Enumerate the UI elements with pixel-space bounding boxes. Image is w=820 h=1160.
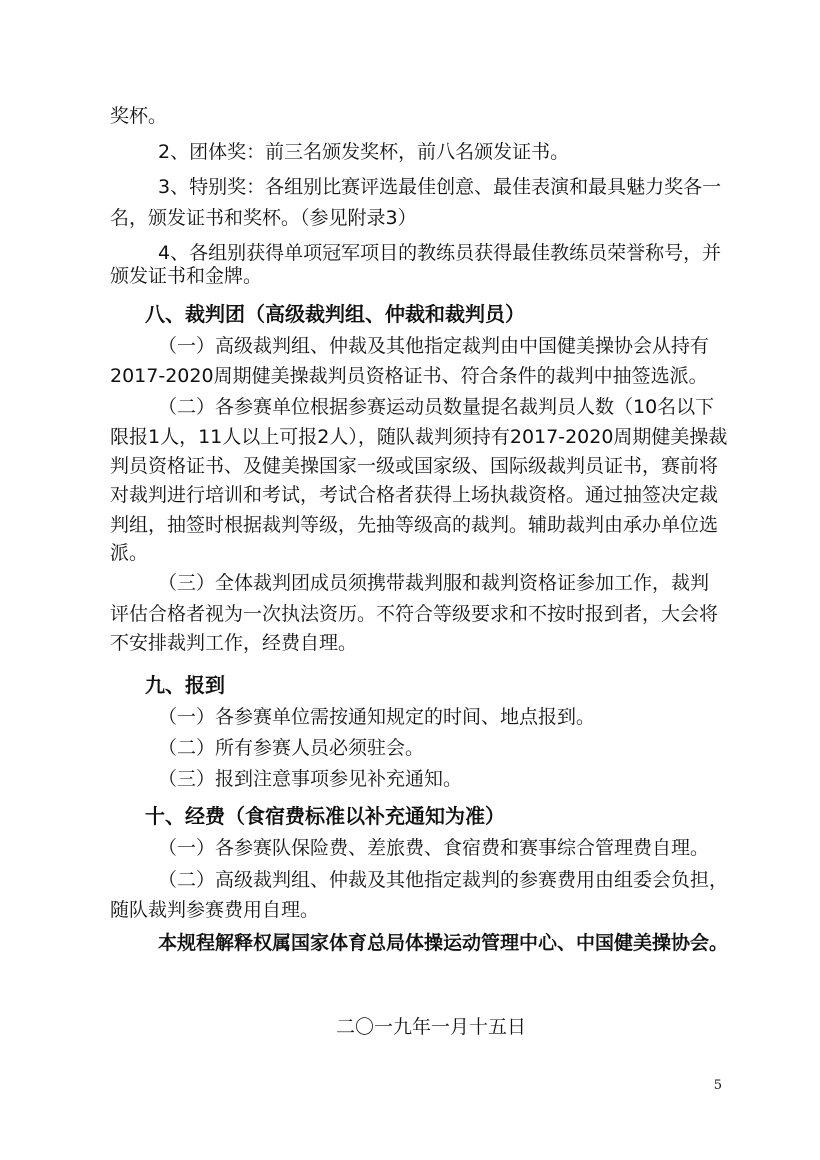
text-line: 2、团体奖：前三名颁发奖杯，前八名颁发证书。 [158, 141, 570, 163]
text-line: 随队裁判参赛费用自理。 [110, 899, 320, 921]
text-line: 2017-2020周期健美操裁判员资格证书、符合条件的裁判中抽签选派。 [110, 365, 708, 387]
text-line: （三）报到注意事项参见补充通知。 [158, 768, 463, 790]
text-line: 评估合格者视为一次执法资历。不符合等级要求和不按时报到者，大会将 [110, 603, 719, 625]
text-line: （二）各参赛单位根据参赛运动员数量提名裁判员人数（10名以下 [158, 396, 715, 418]
closing-statement: 本规程解释权属国家体育总局体操运动管理中心、中国健美操协会。 [158, 932, 729, 954]
text-line: 限报1人，11人以上可报2人），随队裁判须持有2017-2020周期健美操裁 [110, 426, 728, 448]
text-line: 对裁判进行培训和考试，考试合格者获得上场执裁资格。通过抽签决定裁 [110, 484, 719, 506]
text-line: 奖杯。 [110, 105, 168, 127]
section-heading: 十、经费（食宿费标准以补充通知为准） [145, 804, 505, 828]
text-line: 不安排裁判工作，经费自理。 [110, 632, 358, 654]
section-heading: 八、裁判团（高级裁判组、仲裁和裁判员） [145, 302, 525, 326]
page-number: 5 [713, 1078, 722, 1093]
text-line: （一）各参赛队保险费、差旅费、食宿费和赛事综合管理费自理。 [158, 837, 710, 859]
text-line: 颁发证书和金牌。 [110, 265, 263, 287]
text-line: （二）高级裁判组、仲裁及其他指定裁判的参赛费用由组委会负担， [158, 869, 729, 891]
text-line: （一）各参赛单位需按通知规定的时间、地点报到。 [158, 706, 596, 728]
text-line: 3、特别奖：各组别比赛评选最佳创意、最佳表演和最具魅力奖各一 [158, 176, 722, 198]
document-date: 二〇一九年一月十五日 [336, 1016, 527, 1038]
text-line: 判组，抽签时根据裁判等级，先抽等级高的裁判。辅助裁判由承办单位选 [110, 514, 719, 536]
section-heading: 九、报到 [145, 673, 225, 697]
text-line: （一）高级裁判组、仲裁及其他指定裁判由中国健美操协会从持有 [158, 335, 710, 357]
text-line: 判员资格证书、及健美操国家一级或国家级、国际级裁判员证书，赛前将 [110, 455, 719, 477]
text-line: 名，颁发证书和奖杯。（参见附录3） [110, 207, 417, 229]
text-line: 4、各组别获得单项冠军项目的教练员获得最佳教练员荣誉称号，并 [158, 242, 722, 264]
text-line: （三）全体裁判团成员须携带裁判服和裁判资格证参加工作，裁判 [158, 572, 710, 594]
text-line: 派。 [110, 542, 149, 564]
text-line: （二）所有参赛人员必须驻会。 [158, 737, 425, 759]
